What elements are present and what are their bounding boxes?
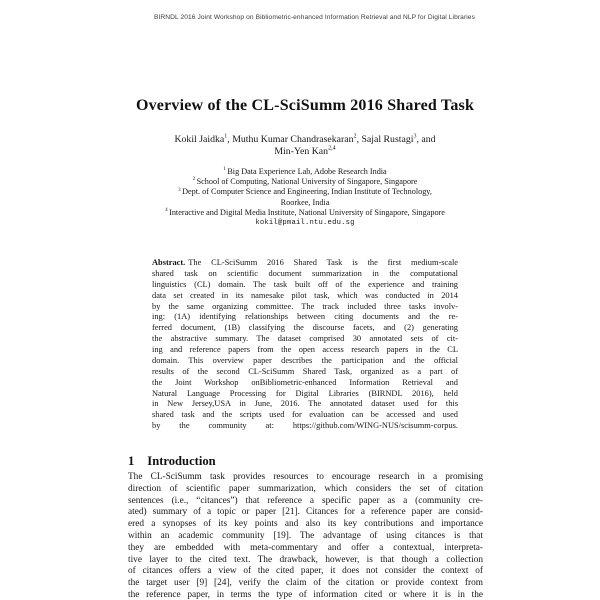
author-name: Kokil Jaidka xyxy=(174,134,225,145)
affiliation-number: 3 xyxy=(178,186,181,193)
affiliation-text: Big Data Experience Lab, Adobe Research India xyxy=(227,167,387,176)
abstract-line: results of the second CL-SciSumm Shared Task, organized as a part of xyxy=(152,366,458,376)
intro-line: tive layer to the cited text. The drawback, however, is that though a collection xyxy=(128,554,483,565)
affiliation-line-continuation xyxy=(100,198,510,208)
abstract-line xyxy=(152,258,458,269)
author-separator: , xyxy=(356,134,362,145)
section-title: Introduction xyxy=(147,454,216,468)
author-affiliation-mark: 1 xyxy=(224,133,228,140)
abstract-line: linguistics (CL) domain. The task built off of the experience and training xyxy=(152,279,458,289)
abstract-line: ing and reference papers from the open access research papers in the CL xyxy=(152,345,458,354)
affiliation-number: 1 xyxy=(223,166,226,173)
section-number: 1 xyxy=(128,454,135,468)
intro-line: ered a synopses of its key points and also its key contributions and importance xyxy=(128,519,483,530)
abstract-line: shared task on scientific document summarization in the computational xyxy=(152,268,458,278)
intro-line-clipped: the reference paper, in terms the type of information cited or where it is in the xyxy=(128,589,483,600)
author-name: Muthu Kumar Chandrasekaran xyxy=(232,134,354,145)
author-line-1 xyxy=(110,134,500,146)
affiliation-line xyxy=(100,167,510,177)
abstract-line: in New Jersey,USA in June, 2016. The annotated dataset used for this xyxy=(152,399,458,409)
abstract-label: Abstract. xyxy=(152,258,186,267)
abstract-line: data set created in its namesake pilot task, which was conducted in 2014 xyxy=(152,290,458,300)
contact-email: kokil@pmail.ntu.edu.sg xyxy=(255,219,355,228)
abstract-line: ing: (1A) identifying relationships between citing documents and the re- xyxy=(152,312,458,322)
affiliation-line xyxy=(100,177,510,187)
intro-line: they are embedded with meta-commentary and offer a contextual, interpreta- xyxy=(128,542,483,553)
affiliation-line xyxy=(100,208,510,218)
affiliation-number: 4 xyxy=(165,207,168,214)
abstract-line: domain. This overview paper describes the participation and the official xyxy=(152,355,458,365)
abstract-text: The CL-SciSumm 2016 Shared Task is the first medium-scale xyxy=(188,258,458,267)
affiliation-number: 2 xyxy=(192,176,196,183)
author-separator: , xyxy=(227,134,233,145)
affiliation-text: Dept. of Computer Science and Engineering, Indian Institute of Technology, xyxy=(182,187,432,197)
author-name: Min-Yen Kan xyxy=(274,146,329,157)
author-block xyxy=(110,134,500,158)
intro-line: of citances offers a view of the cited paper, it does not consider the context of xyxy=(128,566,483,577)
section-heading xyxy=(128,454,483,468)
abstract-line: ferred document, (1B) classifying the discourse facets, and (2) generating xyxy=(152,323,458,333)
author-name: Sajal Rustagi xyxy=(361,134,414,145)
abstract-line: the abstractive summary. The dataset comprised 30 annotated sets of cit- xyxy=(152,334,458,344)
affiliation-text: Interactive and Digital Media Institute, National University of Singapore, Singapore xyxy=(169,207,445,217)
intro-line: The CL-SciSumm task provides resources to encourage research in a promising xyxy=(128,472,483,482)
author-separator: , and xyxy=(416,134,436,145)
affiliation-line xyxy=(100,187,510,197)
paper-title: Overview of the CL-SciSumm 2016 Shared Task xyxy=(135,97,475,114)
intro-line: the target user [9] [24], verify the claim of the citation or provide context from xyxy=(128,578,483,589)
abstract-line: shared task and the scripts used for evaluation can be accessed and used xyxy=(152,410,458,420)
intro-line: ated) summary of a topic or paper [21]. Citances for a reference paper are consid- xyxy=(128,507,483,518)
author-line-2 xyxy=(110,146,500,158)
abstract-block xyxy=(152,258,458,432)
author-affiliation-mark: 2 xyxy=(353,133,357,140)
intro-line: direction of scientific paper summarization, which considers the set of citation xyxy=(128,483,483,494)
affiliation-text: School of Computing, National University of Singapore, Singapore xyxy=(196,177,418,187)
author-affiliation-mark: 3 xyxy=(413,133,417,140)
github-link-line[interactable]: by the community at: https://github.com/WING-NUS/scisumm-corpus. xyxy=(152,421,458,431)
author-affiliation-mark: 2,4 xyxy=(328,145,336,152)
intro-line: sentences (i.e., “citances”) that reference a specific paper as a (community cre- xyxy=(128,495,483,506)
abstract-line: the Joint Workshop onBibliometric-enhanced Information Retrieval and xyxy=(152,377,458,387)
affiliation-block xyxy=(100,167,510,228)
running-header: BIRNDL 2016 Joint Workshop on Bibliometric-enhanced Information Retrieval and NLP for Digital Libraries xyxy=(154,14,475,21)
intro-line: within an academic community [19]. The advantage of using citances is that xyxy=(128,530,483,541)
abstract-line: Natural Language Processing for Digital Libraries (BIRNDL 2016), held xyxy=(152,388,458,398)
introduction-paragraph xyxy=(128,472,483,600)
affiliation-text: Roorkee, India xyxy=(280,197,330,207)
abstract-line: by the same organizing committee. The track included three tasks involv- xyxy=(152,301,458,311)
